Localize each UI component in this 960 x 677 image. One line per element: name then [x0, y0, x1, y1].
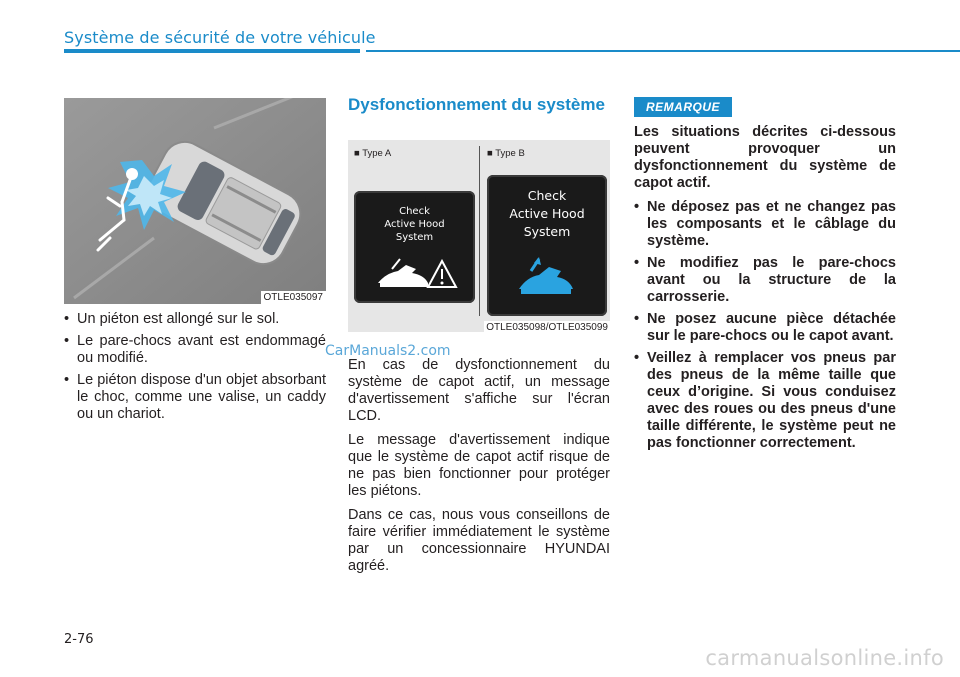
- lcd-line: System: [395, 232, 434, 243]
- remark-intro: Les situations décrites ci-dessous peuvent provoquer un dysfonctionnement du système de capot actif.: [634, 124, 896, 191]
- list-item: • Veillez à remplacer vos pneus par des pneus de la même taille que ceux d’origine. Si vous conduisez avec des roues ou des pneus d'une taille différente, le système peut ne pas fonctionner correctement.: [634, 350, 896, 452]
- lcd-message: [487, 175, 607, 241]
- page-number: 2-76: [64, 632, 94, 647]
- list-item: • Ne modifiez pas le pare-chocs avant ou la structure de la carrosserie.: [634, 255, 896, 306]
- list-item: • Le pare-chocs avant est endommagé ou modifié.: [64, 333, 326, 367]
- section-title: Dysfonctionnement du système: [348, 95, 605, 114]
- photo-reference-code: OTLE035097: [261, 291, 327, 304]
- section-header-title: Système de sécurité de votre véhicule: [64, 28, 376, 47]
- type-a-label: ■ Type A: [354, 148, 392, 159]
- list-item: • Ne posez aucune pièce détachée sur le pare-chocs ou le capot avant.: [634, 311, 896, 345]
- lcd-line: Check: [399, 206, 430, 217]
- pedestrian-conditions-list: [64, 311, 326, 428]
- active-hood-warning-icon: [372, 255, 458, 293]
- collision-scene-image: [64, 98, 326, 304]
- lcd-line: Active Hood: [384, 219, 445, 230]
- list-item: • Un piéton est allongé sur le sol.: [64, 311, 326, 328]
- paragraph: Le message d'avertissement indique que le système de capot actif risque de ne pas bien fonctionner pour protéger les piétons.: [348, 432, 610, 499]
- lcd-screen-type-b: [487, 175, 607, 316]
- lcd-line: Check: [527, 188, 567, 203]
- pedestrian-collision-illustration: [64, 98, 326, 304]
- header-rule-thin: [366, 50, 960, 52]
- list-item: • Ne déposez pas et ne changez pas les composants et le câblage du système.: [634, 199, 896, 250]
- watermark-text: CarManuals2.com: [325, 343, 451, 359]
- footer-site-link[interactable]: carmanualsonline.info: [705, 646, 944, 670]
- remark-list: [634, 199, 896, 457]
- header-rule-thick: [64, 49, 360, 53]
- figure-divider: [479, 146, 480, 316]
- paragraph: Dans ce cas, nous vous conseillons de faire vérifier immédiatement le système par un concessionnaire HYUNDAI agréé.: [348, 507, 610, 574]
- paragraph: En cas de dysfonctionnement du système de capot actif, un message d'avertissement s'affiche sur l'écran LCD.: [348, 357, 610, 424]
- malfunction-description: [348, 357, 610, 582]
- lcd-message: [354, 191, 475, 244]
- remark-badge: REMARQUE: [634, 97, 732, 117]
- lcd-line: System: [523, 224, 571, 239]
- type-b-label: ■ Type B: [487, 148, 525, 159]
- lcd-line: Active Hood: [509, 206, 585, 221]
- lcd-screen-type-a: [354, 191, 475, 303]
- figure-reference-code: OTLE035098/OTLE035099: [486, 322, 608, 333]
- active-hood-warning-icon: [515, 255, 579, 299]
- list-item: • Le piéton dispose d'un objet absorbant le choc, comme une valise, un caddy ou un chariot.: [64, 372, 326, 423]
- warning-message-figure: [348, 140, 610, 332]
